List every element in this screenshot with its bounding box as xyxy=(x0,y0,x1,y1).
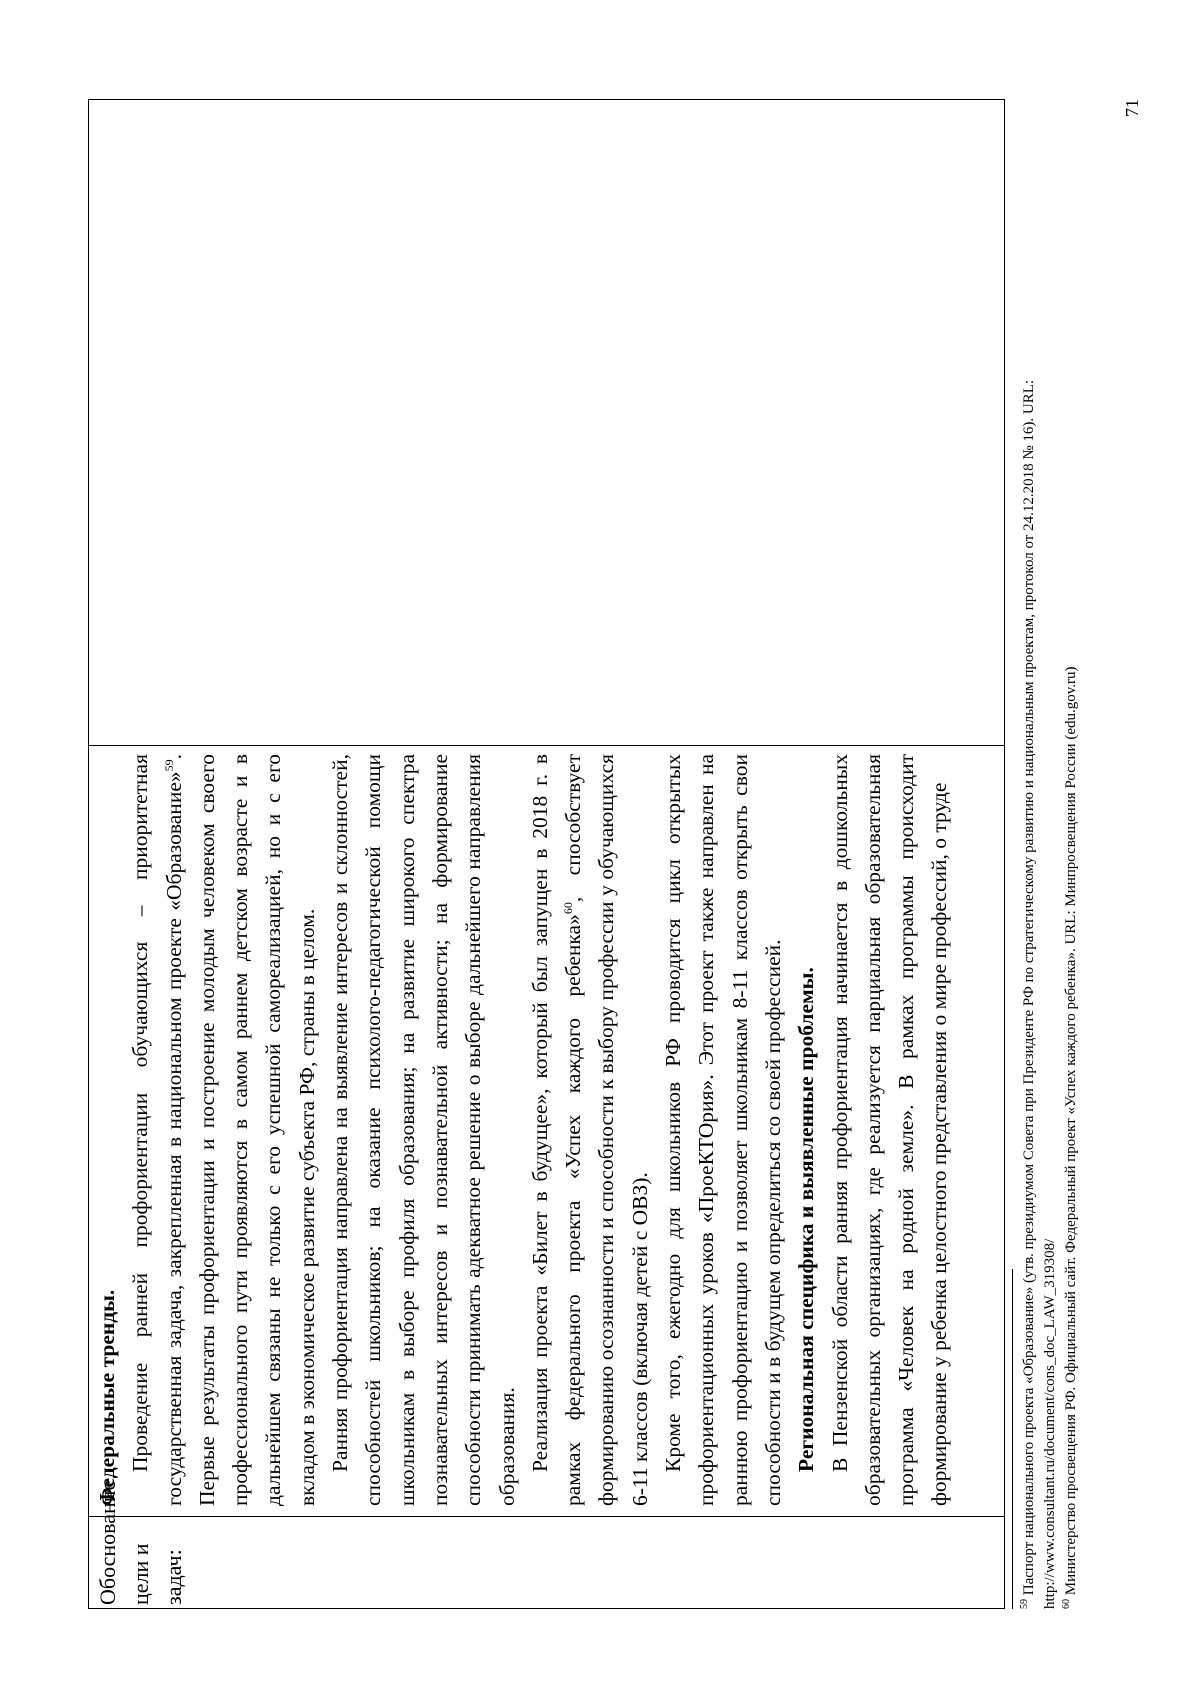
footnote-59 xyxy=(1019,189,1061,1609)
paragraph-3-tail: , способствует формированию осознанности и способности к выбору профессии у обучающихся 6-11 классов (включая детей с ОВЗ). xyxy=(561,753,652,1506)
paragraph-3 xyxy=(524,754,657,1506)
paragraph-5: В Пензенской области ранняя профориентация начинается в дошкольных образовательных организациях, где реализуется парциальная образовательная программа «Человек на родной земле». В рамках программы происходит формирование у ребенка целостного представления о мире профессий, о труде xyxy=(827,754,952,1506)
paragraph-4: Кроме того, ежегодно для школьников РФ проводится цикл открытых профориентационных уроков «ПроеКТОрия». Этот проект также направлен на раннюю профориентацию и позволяет школьникам 8-11 классов открыть свои способности и в будущем определиться со своей профессией. xyxy=(661,754,785,1506)
regional-heading: Региональная специфика и выявленные проблемы. xyxy=(794,967,819,1472)
footnote-60-number: 60 xyxy=(1061,1599,1072,1609)
paragraph-1-tail: . Первые результаты профориентации и построение молодым человеком своего профессионального пути проявляются в самом раннем детском возрасте и в дальнейшем связаны не только с его успешной самореализацией, но и с его вкладом в экономическое развитие субъекта РФ, страны в целом. xyxy=(161,754,319,1506)
footnote-60-text: Министерство просвещения РФ. Официальный сайт. Федеральный проект «Успех каждого ребенка». URL: Минпросвещения России (edu.gov.ru) xyxy=(1063,666,1079,1596)
paragraph-2: Ранняя профориентация направлена на выявление интересов и склонностей, способностей школьников; на оказание психолого-педагогической помощи школьникам в выборе профиля образования; на развитие широкого спектра познавательных интересов и познавательной активности; на формирование способности принимать адекватное решение о выборе дальнейшего направления образования. xyxy=(328,754,519,1506)
justification-table xyxy=(88,99,1005,1609)
footnote-ref-60: 60 xyxy=(561,902,575,915)
table-content-cell xyxy=(89,745,1004,1516)
label-line-1: Обоснование xyxy=(95,1480,120,1605)
page-number: 71 xyxy=(1122,99,1142,117)
table-label-cell xyxy=(89,1480,1004,1608)
footnote-ref-59: 59 xyxy=(161,759,176,772)
footnote-59-number: 59 xyxy=(1019,1599,1030,1609)
table-empty-cell xyxy=(89,100,1004,745)
paragraph-3-text: Реализация проекта «Билет в будущее», который был запущен в 2018 г. в рамках федерального проекта «Успех каждого ребенка» xyxy=(527,754,586,1506)
footnote-60 xyxy=(1061,189,1082,1609)
paragraph-1-text: Проведение ранней профориентации обучающихся – приоритетная государственная задача, закрепленная в национальном проекте «Образование» xyxy=(128,754,186,1506)
label-line-2: цели и задач: xyxy=(128,1543,186,1605)
footnote-divider xyxy=(1012,1269,1013,1609)
footnotes xyxy=(1012,189,1082,1609)
federal-trends-heading: Федеральные тренды. xyxy=(95,1289,119,1506)
paragraph-1 xyxy=(124,754,324,1506)
footnote-59-text: Паспорт национального проекта «Образование» (утв. президиумом Совета при Президенте РФ по стратегическому развитию и национальным проектам, протокол от 24.12.2018 № 16). URL: http://www.consultant.ru/document/cons_doc_LAW_319308/ xyxy=(1021,379,1058,1609)
